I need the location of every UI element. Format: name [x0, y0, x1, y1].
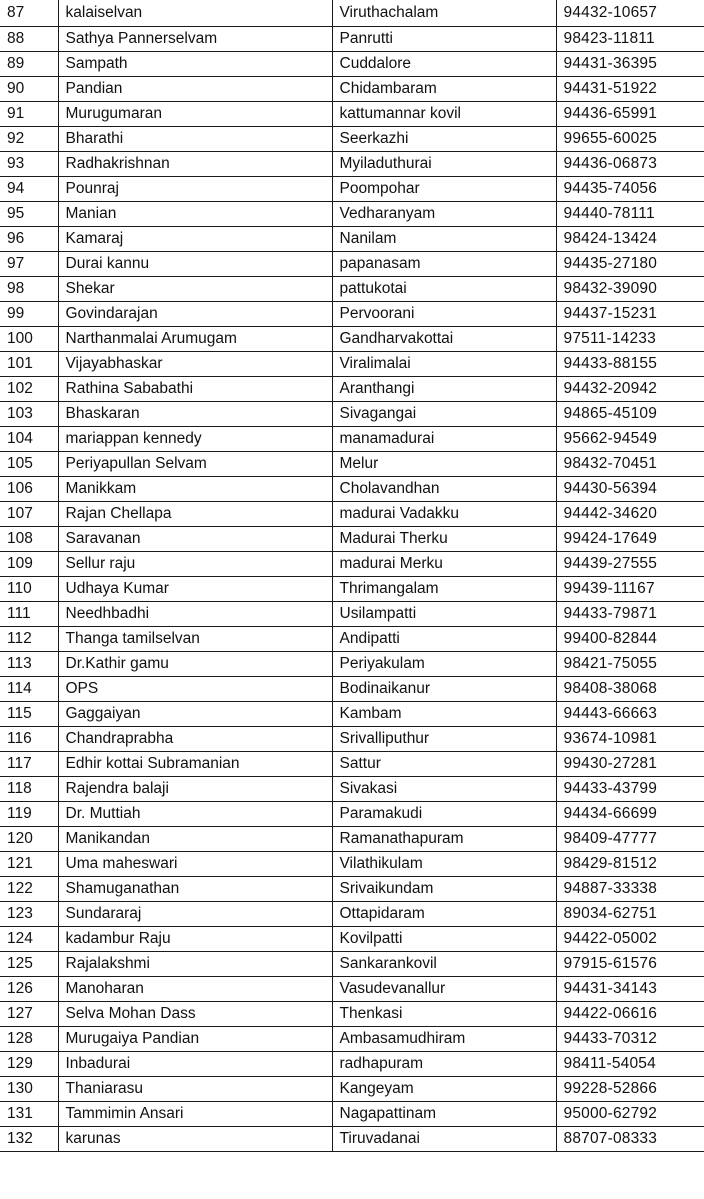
table-row: [0, 0, 704, 26]
constituency-cell: pattukotai: [332, 276, 556, 301]
phone-number-cell: 94435-74056: [556, 176, 704, 201]
member-name-cell: Inbadurai: [58, 1051, 332, 1076]
member-name-cell: Rajalakshmi: [58, 951, 332, 976]
constituency-cell: Seerkazhi: [332, 126, 556, 151]
phone-number-cell: 94440-78111: [556, 201, 704, 226]
constituency-cell: Usilampatti: [332, 601, 556, 626]
phone-number-cell: 94433-88155: [556, 351, 704, 376]
serial-number-cell: 97: [0, 251, 58, 276]
member-name-cell: Selva Mohan Dass: [58, 1001, 332, 1026]
table-row: [0, 776, 704, 801]
table-row: [0, 651, 704, 676]
table-row: [0, 126, 704, 151]
constituency-cell: Tiruvadanai: [332, 1126, 556, 1151]
serial-number-cell: 130: [0, 1076, 58, 1101]
phone-number-cell: 94887-33338: [556, 876, 704, 901]
member-name-cell: Saravanan: [58, 526, 332, 551]
constituency-cell: madurai Merku: [332, 551, 556, 576]
serial-number-cell: 119: [0, 801, 58, 826]
member-name-cell: Dr.Kathir gamu: [58, 651, 332, 676]
member-name-cell: Rathina Sababathi: [58, 376, 332, 401]
table-row: [0, 151, 704, 176]
member-name-cell: Tammimin Ansari: [58, 1101, 332, 1126]
member-name-cell: Bhaskaran: [58, 401, 332, 426]
member-name-cell: Bharathi: [58, 126, 332, 151]
table-row: [0, 926, 704, 951]
member-name-cell: Sampath: [58, 51, 332, 76]
serial-number-cell: 125: [0, 951, 58, 976]
serial-number-cell: 111: [0, 601, 58, 626]
table-row: [0, 576, 704, 601]
phone-number-cell: 89034-62751: [556, 901, 704, 926]
constituency-cell: Aranthangi: [332, 376, 556, 401]
table-row: [0, 976, 704, 1001]
table-row: [0, 551, 704, 576]
constituency-cell: Sivagangai: [332, 401, 556, 426]
table-row: [0, 226, 704, 251]
constituency-cell: Vedharanyam: [332, 201, 556, 226]
member-name-cell: Uma maheswari: [58, 851, 332, 876]
member-name-cell: Needhbadhi: [58, 601, 332, 626]
phone-number-cell: 94422-05002: [556, 926, 704, 951]
constituency-cell: Periyakulam: [332, 651, 556, 676]
table-row: [0, 326, 704, 351]
table-row: [0, 476, 704, 501]
member-name-cell: Udhaya Kumar: [58, 576, 332, 601]
table-row: [0, 201, 704, 226]
constituency-cell: Ramanathapuram: [332, 826, 556, 851]
member-name-cell: Manian: [58, 201, 332, 226]
table-row: [0, 951, 704, 976]
table-row: [0, 501, 704, 526]
phone-number-cell: 98411-54054: [556, 1051, 704, 1076]
table-row: [0, 51, 704, 76]
serial-number-cell: 105: [0, 451, 58, 476]
constituency-cell: Paramakudi: [332, 801, 556, 826]
table-row: [0, 701, 704, 726]
constituency-cell: manamadurai: [332, 426, 556, 451]
member-name-cell: Dr. Muttiah: [58, 801, 332, 826]
table-row: [0, 1101, 704, 1126]
phone-number-cell: 94434-66699: [556, 801, 704, 826]
constituency-cell: Panrutti: [332, 26, 556, 51]
member-name-cell: Shamuganathan: [58, 876, 332, 901]
table-row: [0, 526, 704, 551]
constituency-cell: Ottapidaram: [332, 901, 556, 926]
constituency-cell: Poompohar: [332, 176, 556, 201]
constituency-cell: Vilathikulam: [332, 851, 556, 876]
phone-number-cell: 95662-94549: [556, 426, 704, 451]
member-name-cell: karunas: [58, 1126, 332, 1151]
serial-number-cell: 131: [0, 1101, 58, 1126]
phone-number-cell: 98424-13424: [556, 226, 704, 251]
serial-number-cell: 117: [0, 751, 58, 776]
constituency-cell: Cholavandhan: [332, 476, 556, 501]
member-name-cell: Rajendra balaji: [58, 776, 332, 801]
table-row: [0, 26, 704, 51]
phone-number-cell: 94433-70312: [556, 1026, 704, 1051]
serial-number-cell: 98: [0, 276, 58, 301]
phone-number-cell: 94443-66663: [556, 701, 704, 726]
serial-number-cell: 99: [0, 301, 58, 326]
phone-number-cell: 94437-15231: [556, 301, 704, 326]
member-name-cell: Sellur raju: [58, 551, 332, 576]
constituency-cell: Myiladuthurai: [332, 151, 556, 176]
phone-number-cell: 94435-27180: [556, 251, 704, 276]
member-name-cell: Manoharan: [58, 976, 332, 1001]
constituency-cell: Ambasamudhiram: [332, 1026, 556, 1051]
phone-number-cell: 99228-52866: [556, 1076, 704, 1101]
phone-number-cell: 94430-56394: [556, 476, 704, 501]
serial-number-cell: 92: [0, 126, 58, 151]
phone-number-cell: 88707-08333: [556, 1126, 704, 1151]
member-name-cell: kalaiselvan: [58, 0, 332, 26]
member-name-cell: Govindarajan: [58, 301, 332, 326]
member-name-cell: Sathya Pannerselvam: [58, 26, 332, 51]
table-row: [0, 676, 704, 701]
constituency-cell: Sattur: [332, 751, 556, 776]
phone-number-cell: 94432-20942: [556, 376, 704, 401]
phone-number-cell: 95000-62792: [556, 1101, 704, 1126]
constituency-cell: Gandharvakottai: [332, 326, 556, 351]
member-name-cell: Radhakrishnan: [58, 151, 332, 176]
serial-number-cell: 113: [0, 651, 58, 676]
member-name-cell: mariappan kennedy: [58, 426, 332, 451]
table-row: [0, 251, 704, 276]
table-row: [0, 76, 704, 101]
phone-number-cell: 93674-10981: [556, 726, 704, 751]
serial-number-cell: 115: [0, 701, 58, 726]
phone-number-cell: 94439-27555: [556, 551, 704, 576]
table-row: [0, 826, 704, 851]
table-row: [0, 1076, 704, 1101]
phone-number-cell: 98421-75055: [556, 651, 704, 676]
serial-number-cell: 127: [0, 1001, 58, 1026]
table-row: [0, 101, 704, 126]
serial-number-cell: 123: [0, 901, 58, 926]
member-name-cell: Manikandan: [58, 826, 332, 851]
table-row: [0, 801, 704, 826]
serial-number-cell: 106: [0, 476, 58, 501]
constituency-cell: Kangeyam: [332, 1076, 556, 1101]
member-name-cell: Sundararaj: [58, 901, 332, 926]
member-name-cell: Narthanmalai Arumugam: [58, 326, 332, 351]
phone-number-cell: 94436-65991: [556, 101, 704, 126]
serial-number-cell: 104: [0, 426, 58, 451]
serial-number-cell: 90: [0, 76, 58, 101]
constituency-cell: Viruthachalam: [332, 0, 556, 26]
member-name-cell: Gaggaiyan: [58, 701, 332, 726]
phone-number-cell: 94432-10657: [556, 0, 704, 26]
serial-number-cell: 107: [0, 501, 58, 526]
phone-number-cell: 99655-60025: [556, 126, 704, 151]
serial-number-cell: 95: [0, 201, 58, 226]
constituency-cell: Nagapattinam: [332, 1101, 556, 1126]
member-name-cell: Rajan Chellapa: [58, 501, 332, 526]
member-name-cell: kadambur Raju: [58, 926, 332, 951]
serial-number-cell: 100: [0, 326, 58, 351]
serial-number-cell: 114: [0, 676, 58, 701]
table-row: [0, 626, 704, 651]
phone-number-cell: 99439-11167: [556, 576, 704, 601]
constituency-cell: Pervoorani: [332, 301, 556, 326]
serial-number-cell: 88: [0, 26, 58, 51]
constituency-cell: Kambam: [332, 701, 556, 726]
table-row: [0, 376, 704, 401]
constituency-cell: Thrimangalam: [332, 576, 556, 601]
phone-number-cell: 94431-36395: [556, 51, 704, 76]
phone-number-cell: 97511-14233: [556, 326, 704, 351]
member-name-cell: Shekar: [58, 276, 332, 301]
serial-number-cell: 132: [0, 1126, 58, 1151]
serial-number-cell: 118: [0, 776, 58, 801]
phone-number-cell: 98423-11811: [556, 26, 704, 51]
table-row: [0, 601, 704, 626]
serial-number-cell: 101: [0, 351, 58, 376]
member-name-cell: Chandraprabha: [58, 726, 332, 751]
member-name-cell: Edhir kottai Subramanian: [58, 751, 332, 776]
serial-number-cell: 91: [0, 101, 58, 126]
constituency-cell: Thenkasi: [332, 1001, 556, 1026]
serial-number-cell: 128: [0, 1026, 58, 1051]
serial-number-cell: 94: [0, 176, 58, 201]
member-name-cell: Durai kannu: [58, 251, 332, 276]
constituency-cell: Chidambaram: [332, 76, 556, 101]
serial-number-cell: 124: [0, 926, 58, 951]
table-row: [0, 1001, 704, 1026]
constituency-cell: Kovilpatti: [332, 926, 556, 951]
table-row: [0, 276, 704, 301]
table-row: [0, 1126, 704, 1151]
table-row: [0, 901, 704, 926]
constituency-cell: radhapuram: [332, 1051, 556, 1076]
constituency-cell: kattumannar kovil: [332, 101, 556, 126]
table-row: [0, 851, 704, 876]
constituency-cell: Madurai Therku: [332, 526, 556, 551]
serial-number-cell: 108: [0, 526, 58, 551]
phone-number-cell: 94422-06616: [556, 1001, 704, 1026]
phone-number-cell: 98409-47777: [556, 826, 704, 851]
member-name-cell: Pounraj: [58, 176, 332, 201]
constituency-cell: Andipatti: [332, 626, 556, 651]
member-name-cell: Manikkam: [58, 476, 332, 501]
phone-number-cell: 94865-45109: [556, 401, 704, 426]
phone-number-cell: 98429-81512: [556, 851, 704, 876]
constituency-cell: Nanilam: [332, 226, 556, 251]
phone-number-cell: 94442-34620: [556, 501, 704, 526]
serial-number-cell: 110: [0, 576, 58, 601]
serial-number-cell: 122: [0, 876, 58, 901]
serial-number-cell: 126: [0, 976, 58, 1001]
serial-number-cell: 129: [0, 1051, 58, 1076]
member-name-cell: Pandian: [58, 76, 332, 101]
serial-number-cell: 89: [0, 51, 58, 76]
table-row: [0, 426, 704, 451]
phone-number-cell: 98432-70451: [556, 451, 704, 476]
member-name-cell: Periyapullan Selvam: [58, 451, 332, 476]
serial-number-cell: 121: [0, 851, 58, 876]
constituency-cell: madurai Vadakku: [332, 501, 556, 526]
member-name-cell: Vijayabhaskar: [58, 351, 332, 376]
constituency-cell: Bodinaikanur: [332, 676, 556, 701]
serial-number-cell: 120: [0, 826, 58, 851]
constituency-cell: Vasudevanallur: [332, 976, 556, 1001]
table-row: [0, 1026, 704, 1051]
serial-number-cell: 112: [0, 626, 58, 651]
serial-number-cell: 103: [0, 401, 58, 426]
member-name-cell: Thanga tamilselvan: [58, 626, 332, 651]
serial-number-cell: 109: [0, 551, 58, 576]
phone-number-cell: 99430-27281: [556, 751, 704, 776]
phone-number-cell: 94436-06873: [556, 151, 704, 176]
constituency-cell: Srivalliputhur: [332, 726, 556, 751]
table-row: [0, 176, 704, 201]
table-row: [0, 1051, 704, 1076]
constituency-cell: Sankarankovil: [332, 951, 556, 976]
table-row: [0, 351, 704, 376]
serial-number-cell: 116: [0, 726, 58, 751]
phone-number-cell: 94433-43799: [556, 776, 704, 801]
phone-number-cell: 97915-61576: [556, 951, 704, 976]
table-row: [0, 301, 704, 326]
phone-number-cell: 94431-51922: [556, 76, 704, 101]
phone-number-cell: 99400-82844: [556, 626, 704, 651]
constituency-cell: papanasam: [332, 251, 556, 276]
table-row: [0, 876, 704, 901]
member-name-cell: Murugumaran: [58, 101, 332, 126]
phone-number-cell: 94431-34143: [556, 976, 704, 1001]
phone-number-cell: 98408-38068: [556, 676, 704, 701]
constituency-cell: Melur: [332, 451, 556, 476]
table-row: [0, 401, 704, 426]
phone-number-cell: 98432-39090: [556, 276, 704, 301]
table-row: [0, 451, 704, 476]
constituency-cell: Srivaikundam: [332, 876, 556, 901]
member-name-cell: Murugaiya Pandian: [58, 1026, 332, 1051]
member-name-cell: Thaniarasu: [58, 1076, 332, 1101]
member-name-cell: OPS: [58, 676, 332, 701]
constituency-cell: Cuddalore: [332, 51, 556, 76]
table-row: [0, 726, 704, 751]
phone-number-cell: 99424-17649: [556, 526, 704, 551]
phone-number-cell: 94433-79871: [556, 601, 704, 626]
serial-number-cell: 87: [0, 0, 58, 26]
constituency-cell: Viralimalai: [332, 351, 556, 376]
constituency-cell: Sivakasi: [332, 776, 556, 801]
table-row: [0, 751, 704, 776]
member-name-cell: Kamaraj: [58, 226, 332, 251]
serial-number-cell: 93: [0, 151, 58, 176]
serial-number-cell: 102: [0, 376, 58, 401]
serial-number-cell: 96: [0, 226, 58, 251]
